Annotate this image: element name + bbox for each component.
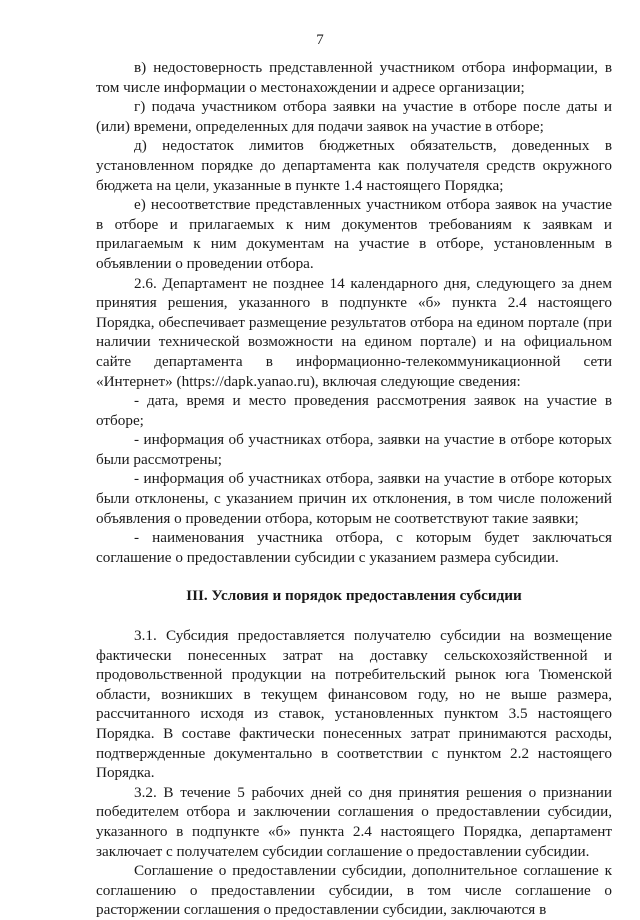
list-item-rejected-participants: - информация об участниках отбора, заявки на участие в отборе которых были отклонены, с указанием причин их отклонения, в том числе положений объявления о проведении отбора, которым не соответствуют такие заявки; [96,470,612,527]
section-heading: III. Условия и порядок предоставления субсидии [186,587,522,605]
list-item-date-time: - дата, время и место проведения рассмотрения заявок на участие в отборе; [96,392,612,429]
list-item-winner-name: - наименования участника отбора, с которым будет заключаться соглашение о предоставлении субсидии с указанием размера субсидии. [96,529,612,566]
document-body [96,58,612,920]
list-item-reviewed-participants: - информация об участниках отбора, заявки на участие в отборе которых были рассмотрены; [96,431,612,468]
paragraph-3-2: 3.2. В течение 5 рабочих дней со дня принятия решения о признании победителем отбора и заключении соглашения о предоставлении субсидии, указанного в подпункте «б» пункта 2.4 настоящего Порядка, департамент заключает с получателем субсидии соглашение о предоставлении субсидии. [96,783,612,860]
page-number: 7 [316,32,324,48]
paragraph-3-1: 3.1. Субсидия предоставляется получателю субсидии на возмещение фактически понесенных затрат на доставку сельскохозяйственной и продовольственной продукции на потребительский рынок юга Тюменской области, возникших в текущем финансовом году, но не выше размера, рассчитанного исходя из ставок, установленных пунктом 3.5 настоящего Порядка. В составе фактически понесенных затрат принимаются расходы, подтвержденные документально в соответствии с пунктом 2.2 настоящего Порядка. [96,627,612,782]
paragraph-item-v: в) недостоверность представленной участником отбора информации, в том числе информации о местонахождении и адресе организации; [96,59,612,96]
paragraph-2-6: 2.6. Департамент не позднее 14 календарного дня, следующего за днем принятия решения, указанного в подпункте «б» пункта 2.4 настоящего Порядка, обеспечивает размещение результатов отбора на едином портале (при наличии технической возможности на едином портале) и на официальном сайте департамента в информационно-телекоммуникационной сети «Интернет» (https://dapk.yanao.ru), включая следующие сведения: [96,274,612,390]
paragraph-agreement: Соглашение о предоставлении субсидии, дополнительное соглашение к соглашению о предоставлении субсидии, в том числе соглашение о расторжении соглашения о предоставлении субсидии, заключаются в [96,862,612,919]
paragraph-item-g: г) подача участником отбора заявки на участие в отборе после даты и (или) времени, определенных для подачи заявок на участие в отборе; [96,98,612,135]
paragraph-item-e: е) несоответствие представленных участником отбора заявок на участие в отборе и прилагаемых к ним документов требованиям к заявкам и прилагаемым к ним документам на участие в отборе, установленным в объявлении о проведении отбора. [96,196,612,272]
paragraph-item-d: д) недостаток лимитов бюджетных обязательств, доведенных в установленном порядке до департамента как получателя средств окружного бюджета на цели, указанные в пункте 1.4 настоящего Порядка; [96,137,612,194]
